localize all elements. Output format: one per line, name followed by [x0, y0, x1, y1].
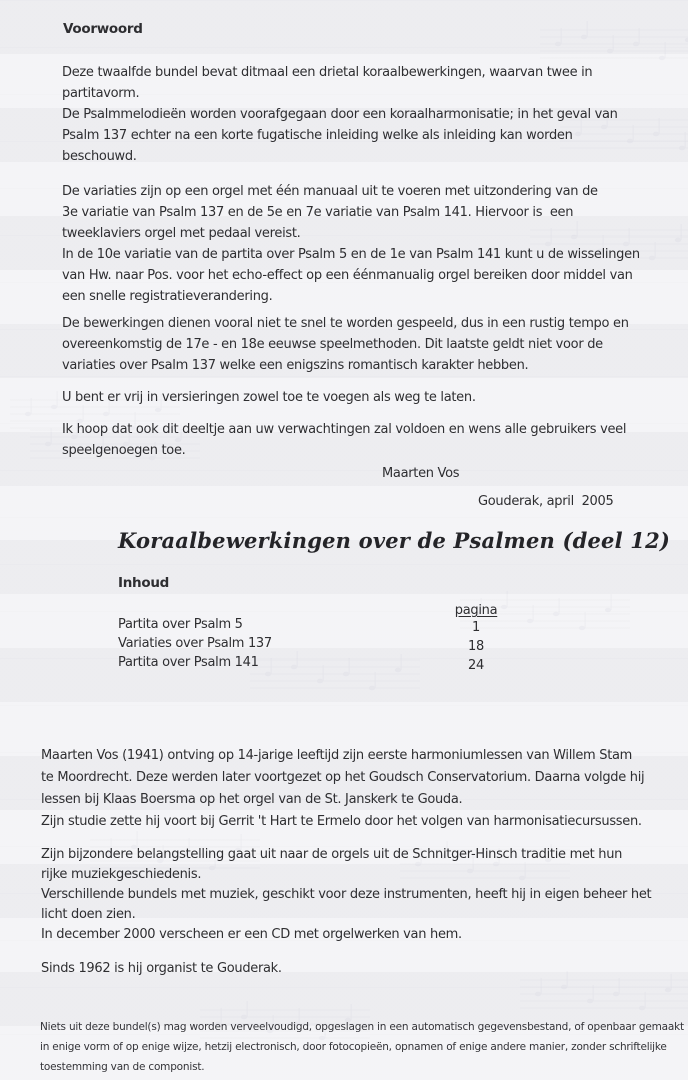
foreword-paragraph-4: U bent er vrij in versieringen zowel toe te voegen als weg te laten.: [62, 390, 476, 405]
toc-item-title: Partita over Psalm 5: [118, 617, 243, 632]
foreword-paragraph-3: De bewerkingen dienen vooral niet te snel te worden gespeeld, dus in een rustig tempo en overeenkomstig de 17e - en 18e eeuwse speelmethoden. Dit laatste geldt niet voor de variaties over Psalm 137 welke een enigszins romantisch karakter hebben.: [62, 316, 629, 373]
contents-heading: Inhoud: [118, 575, 169, 591]
signature-name: Maarten Vos: [382, 466, 460, 481]
biography-paragraph-2: Zijn bijzondere belangstelling gaat uit naar de orgels uit de Schnitger-Hinsch traditie met hun rijke muziekgeschiedenis. Verschillende bundels met muziek, geschikt voor deze instrumenten, heeft hij in eigen beheer het licht doen zien. In december 2000 verscheen er een CD met orgelwerken van hem.: [41, 847, 652, 942]
toc-row: [0, 655, 688, 675]
biography-paragraph-1: Maarten Vos (1941) ontving op 14-jarige leeftijd zijn eerste harmoniumlessen van Willem Stam te Moordrecht. Deze werden later voortgezet op het Goudsch Conservatorium. Daarna volgde hij lessen bij Klaas Boersma op het orgel van de St. Janskerk te Gouda. Zijn studie zette hij voort bij Gerrit 't Hart te Ermelo door het volgen van harmonisatiecursussen.: [41, 748, 645, 829]
biography-paragraph-3: Sinds 1962 is hij organist te Gouderak.: [41, 961, 282, 976]
toc-item-page: 24: [468, 658, 484, 673]
toc-page-column-header: pagina: [454, 603, 498, 618]
foreword-paragraph-2: De variaties zijn op een orgel met één manuaal uit te voeren met uitzondering van de 3e variatie van Psalm 137 en de 5e en 7e variatie van Psalm 141. Hiervoor is een tweeklaviers orgel met pedaal vereist. In de 10e variatie van de partita over Psalm 5 en de 1e van Psalm 141 kunt u de wisselingen van Hw. naar Pos. voor het echo-effect op een éénmanualig orgel bereiken door middel van een snelle registratieverandering.: [62, 184, 640, 304]
copyright-notice: Niets uit deze bundel(s) mag worden verveelvoudigd, opgeslagen in een automatisch gegevensbestand, of openbaar gemaakt in enige vorm of op enige wijze, hetzij electronisch, door fotocopieën, opnamen of enige andere manier, zonder schriftelijke toestemming van de componist.: [40, 1021, 684, 1073]
foreword-paragraph-5: Ik hoop dat ook dit deeltje aan uw verwachtingen zal voldoen en wens alle gebruikers veel speelgenoegen toe.: [62, 422, 627, 458]
toc-row: [0, 617, 688, 637]
book-title: Koraalbewerkingen over de Psalmen (deel 12): [118, 528, 671, 553]
toc-item-title: Variaties over Psalm 137: [118, 636, 272, 651]
foreword-heading: Voorwoord: [63, 21, 143, 37]
toc-item-title: Partita over Psalm 141: [118, 655, 259, 670]
toc-item-page: 18: [468, 639, 484, 654]
foreword-paragraph-1: Deze twaalfde bundel bevat ditmaal een drietal koraalbewerkingen, waarvan twee in partitavorm. De Psalmmelodieën worden voorafgegaan door een koraalharmonisatie; in het geval van Psalm 137 echter na een korte fugatische inleiding welke als inleiding kan worden beschouwd.: [62, 65, 618, 164]
signature-place-date: Gouderak, april 2005: [478, 494, 614, 509]
toc-row: [0, 636, 688, 656]
toc-item-page: 1: [472, 620, 480, 635]
